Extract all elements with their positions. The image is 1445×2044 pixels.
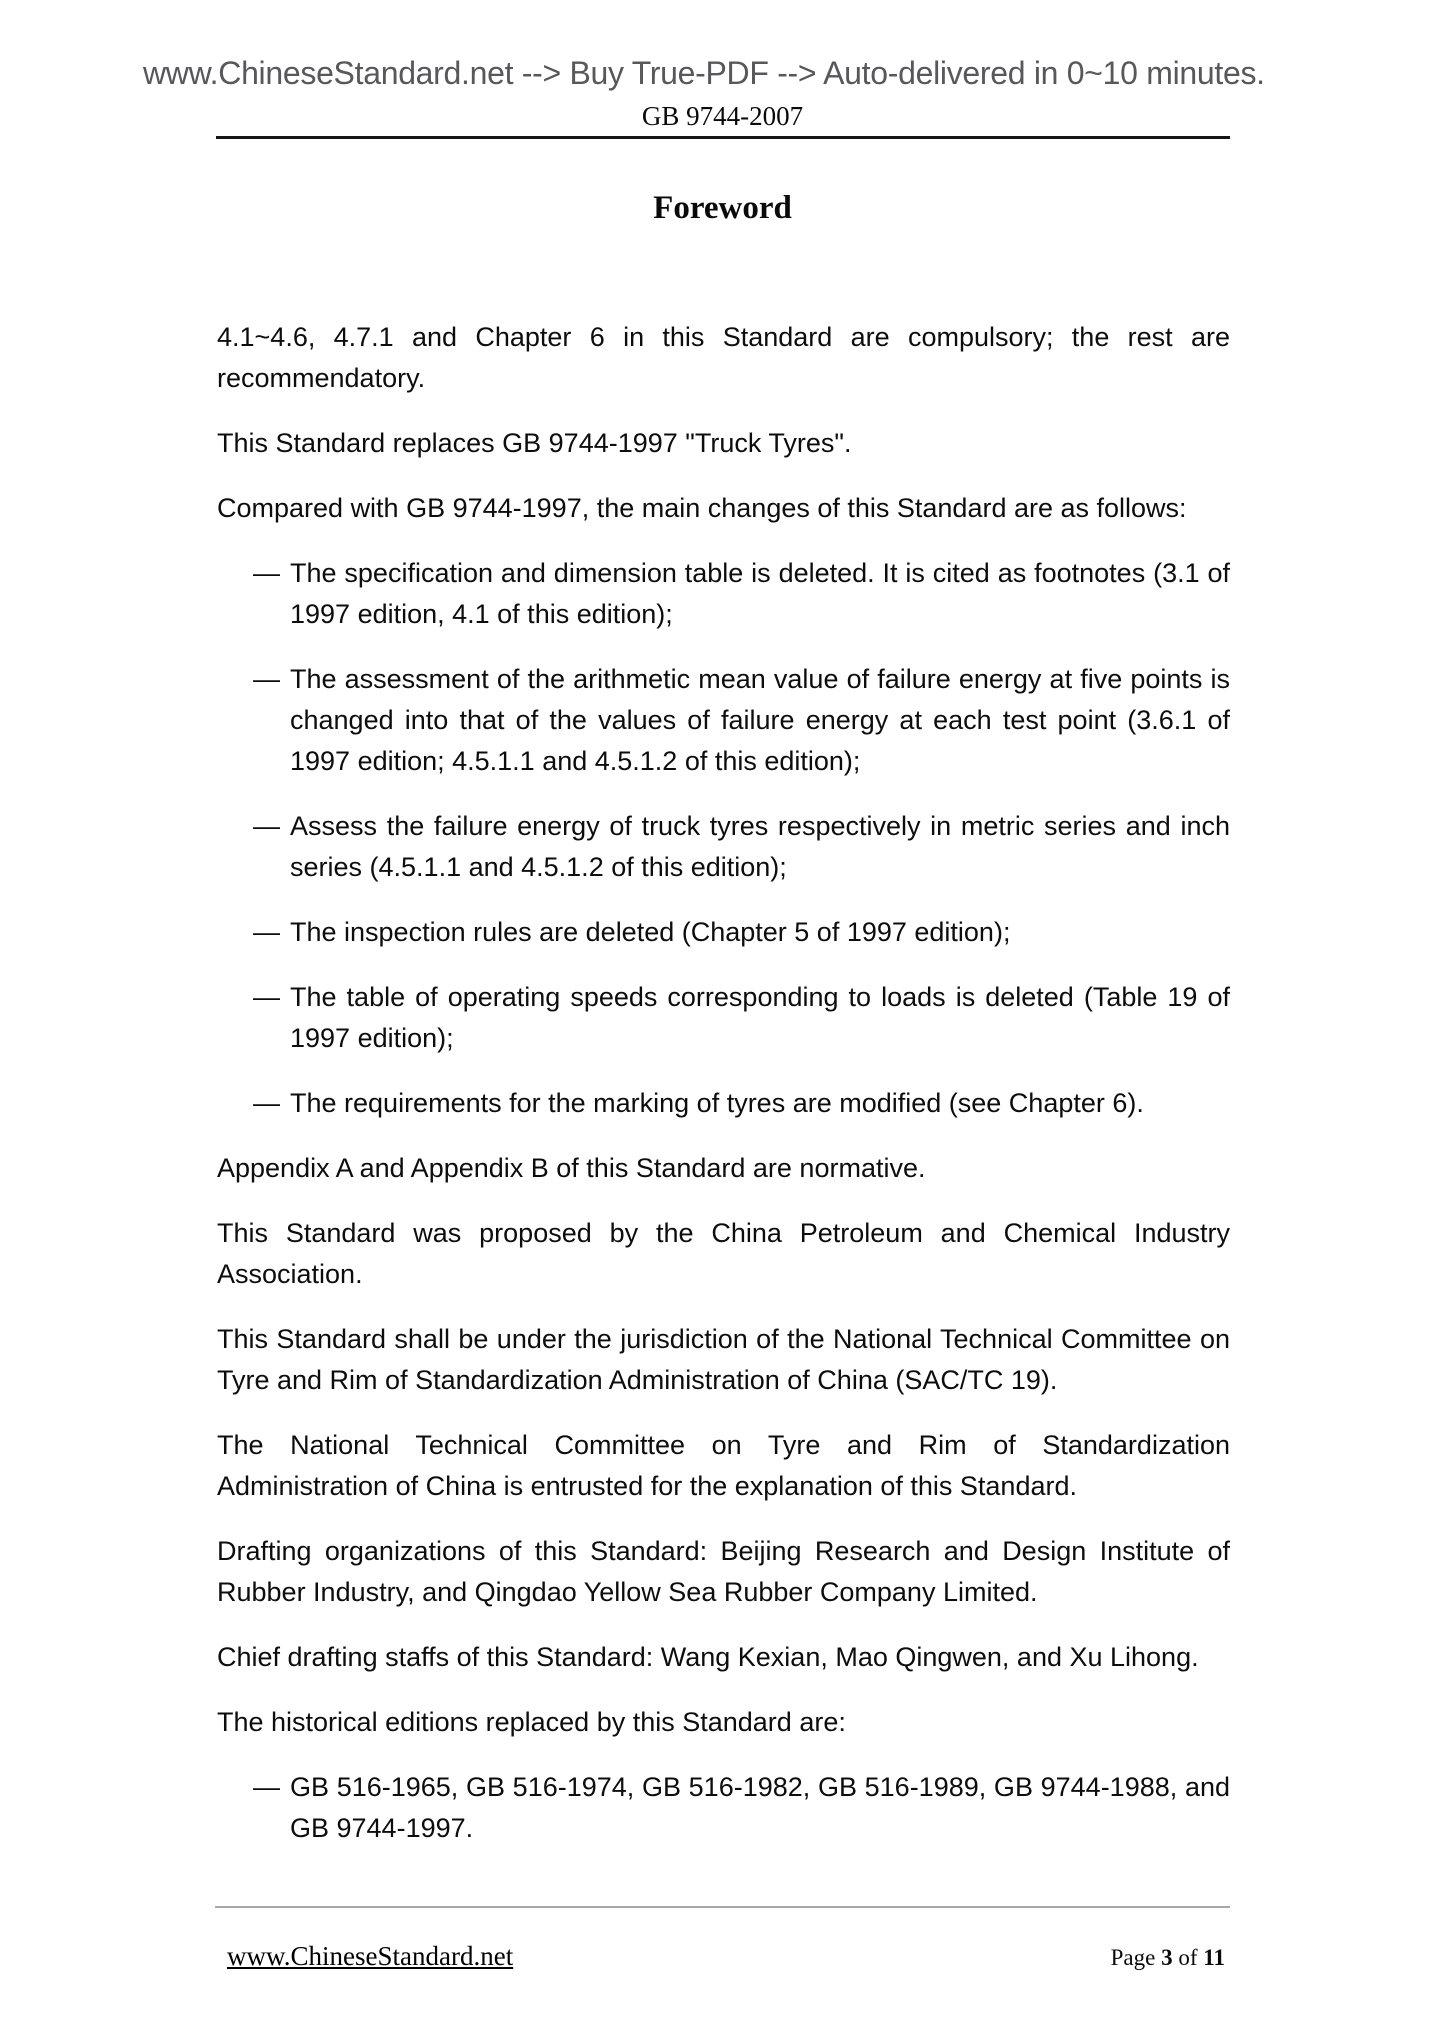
- dash-marker: —: [253, 917, 280, 947]
- change-item: [217, 659, 1230, 782]
- dash-marker: —: [253, 558, 280, 588]
- page-indicator: [1111, 1945, 1225, 1971]
- header-promo-text: www.ChineseStandard.net --> Buy True-PDF --> Auto-delivered in 0~10 minutes.: [143, 55, 1265, 91]
- history-item: [217, 1767, 1230, 1849]
- dash-marker: —: [253, 811, 280, 841]
- footer-divider: [215, 1906, 1230, 1908]
- change-text: The requirements for the marking of tyres are modified (see Chapter 6).: [290, 1088, 1144, 1118]
- paragraph-historical-intro: The historical editions replaced by this Standard are:: [217, 1707, 846, 1737]
- page-label: Page: [1110, 1945, 1162, 1970]
- history-text: GB 516-1965, GB 516-1974, GB 516-1982, GB 516-1989, GB 9744-1988, and GB 9744-1997.: [290, 1772, 1230, 1843]
- page-title: Foreword: [653, 190, 792, 226]
- paragraph-appendix: Appendix A and Appendix B of this Standard are normative.: [217, 1153, 926, 1183]
- page-total: 11: [1203, 1945, 1225, 1970]
- paragraph-compared: Compared with GB 9744-1997, the main changes of this Standard are as follows:: [217, 493, 1187, 523]
- paragraph-proposed: This Standard was proposed by the China Petroleum and Chemical Industry Association.: [217, 1218, 1230, 1289]
- change-item: [217, 553, 1230, 635]
- dash-marker: —: [253, 1088, 280, 1118]
- dash-marker: —: [253, 664, 280, 694]
- footer-site-link[interactable]: www.ChineseStandard.net: [227, 1941, 514, 1971]
- change-text: The assessment of the arithmetic mean value of failure energy at five points is changed into that of the values of failure energy at each test point (3.6.1 of 1997 edition; 4.5.1.1 and 4.5.1.2 of this edition);: [290, 664, 1230, 776]
- change-item: [217, 912, 1230, 953]
- header-divider: [216, 136, 1230, 139]
- change-item: [217, 977, 1230, 1059]
- page-number: 3: [1161, 1945, 1173, 1970]
- standard-code: GB 9744-2007: [641, 101, 804, 131]
- paragraph-drafting-orgs: Drafting organizations of this Standard: Beijing Research and Design Institute of Rubber Industry, and Qingdao Yellow Sea Rubber Company Limited.: [217, 1536, 1230, 1607]
- change-item: [217, 1083, 1230, 1124]
- foreword-body: [217, 317, 1230, 1873]
- change-item: [217, 806, 1230, 888]
- paragraph-replaces: This Standard replaces GB 9744-1997 "Truck Tyres".: [217, 428, 852, 458]
- dash-marker: —: [253, 982, 280, 1012]
- change-text: Assess the failure energy of truck tyres respectively in metric series and inch series (4.5.1.1 and 4.5.1.2 of this edition);: [290, 811, 1230, 882]
- paragraph-jurisdiction: This Standard shall be under the jurisdiction of the National Technical Committee on Tyre and Rim of Standardization Administration of China (SAC/TC 19).: [217, 1324, 1230, 1395]
- page-of-label: of: [1172, 1945, 1204, 1970]
- paragraph-compulsory: 4.1~4.6, 4.7.1 and Chapter 6 in this Standard are compulsory; the rest are recommendatory.: [217, 322, 1230, 393]
- change-text: The table of operating speeds corresponding to loads is deleted (Table 19 of 1997 edition);: [290, 982, 1230, 1053]
- dash-marker: —: [253, 1772, 280, 1802]
- change-text: The specification and dimension table is deleted. It is cited as footnotes (3.1 of 1997 edition, 4.1 of this edition);: [290, 558, 1230, 629]
- change-text: The inspection rules are deleted (Chapter 5 of 1997 edition);: [290, 917, 1011, 947]
- paragraph-drafting-staff: Chief drafting staffs of this Standard: Wang Kexian, Mao Qingwen, and Xu Lihong.: [217, 1642, 1199, 1672]
- paragraph-explanation: The National Technical Committee on Tyre and Rim of Standardization Administration of China is entrusted for the explanation of this Standard.: [217, 1430, 1230, 1501]
